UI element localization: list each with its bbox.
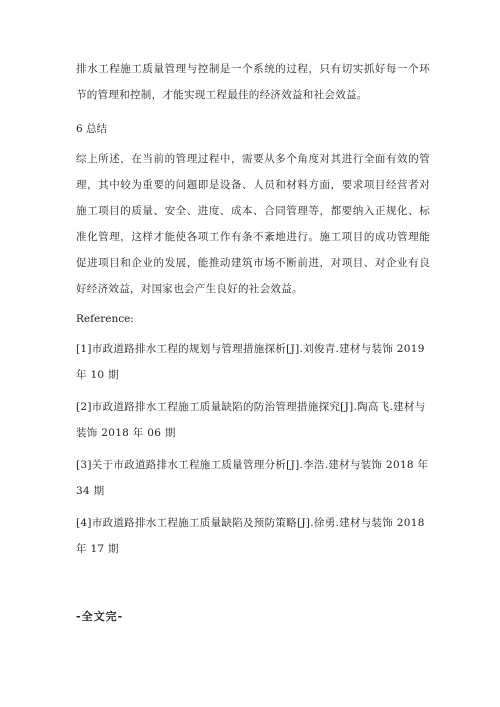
end-mark: -全文完-: [76, 610, 124, 623]
reference-item: [2]市政道路排水工程施工质量缺陷的防治管理措施探究[J].陶高飞.建材与装饰 2018 年 06 期: [76, 401, 426, 439]
reference-list: [76, 336, 430, 562]
intro-paragraph: 排水工程施工质量管理与控制是一个系统的过程，只有切实抓好每一个环节的管理和控制，才能实现工程最佳的经济效益和社会效益。: [76, 63, 430, 101]
reference-item: [1]市政道路排水工程的规划与管理措施探析[J].刘俊青.建材与装饰 2019 年 10 期: [76, 343, 425, 381]
summary-paragraph: 综上所述，在当前的管理过程中，需要从多个角度对其进行全面有效的管理，其中较为重要的问题即是设备、人员和材料方面，要求项目经营者对施工项目的质量、安全、进度、成本、合同管理等，都要纳入正规化、标准化管理，这样才能使各项工作有条不紊地进行。施工项目的成功管理能促进项目和企业的发展，能推动建筑市场不断前进，对项目、对企业有良好经济效益，对国家也会产生良好的社会效益。: [76, 153, 430, 295]
section-heading: 6 总结: [76, 123, 108, 135]
reference-item: [4]市政道路排水工程施工质量缺陷及预防策略[J].徐勇.建材与装饰 2018 年 17 期: [76, 517, 425, 555]
reference-item: [3]关于市政道路排水工程施工质量管理分析[J].李浩.建材与装饰 2018 年 34 期: [76, 459, 429, 497]
reference-title: Reference:: [76, 313, 134, 325]
